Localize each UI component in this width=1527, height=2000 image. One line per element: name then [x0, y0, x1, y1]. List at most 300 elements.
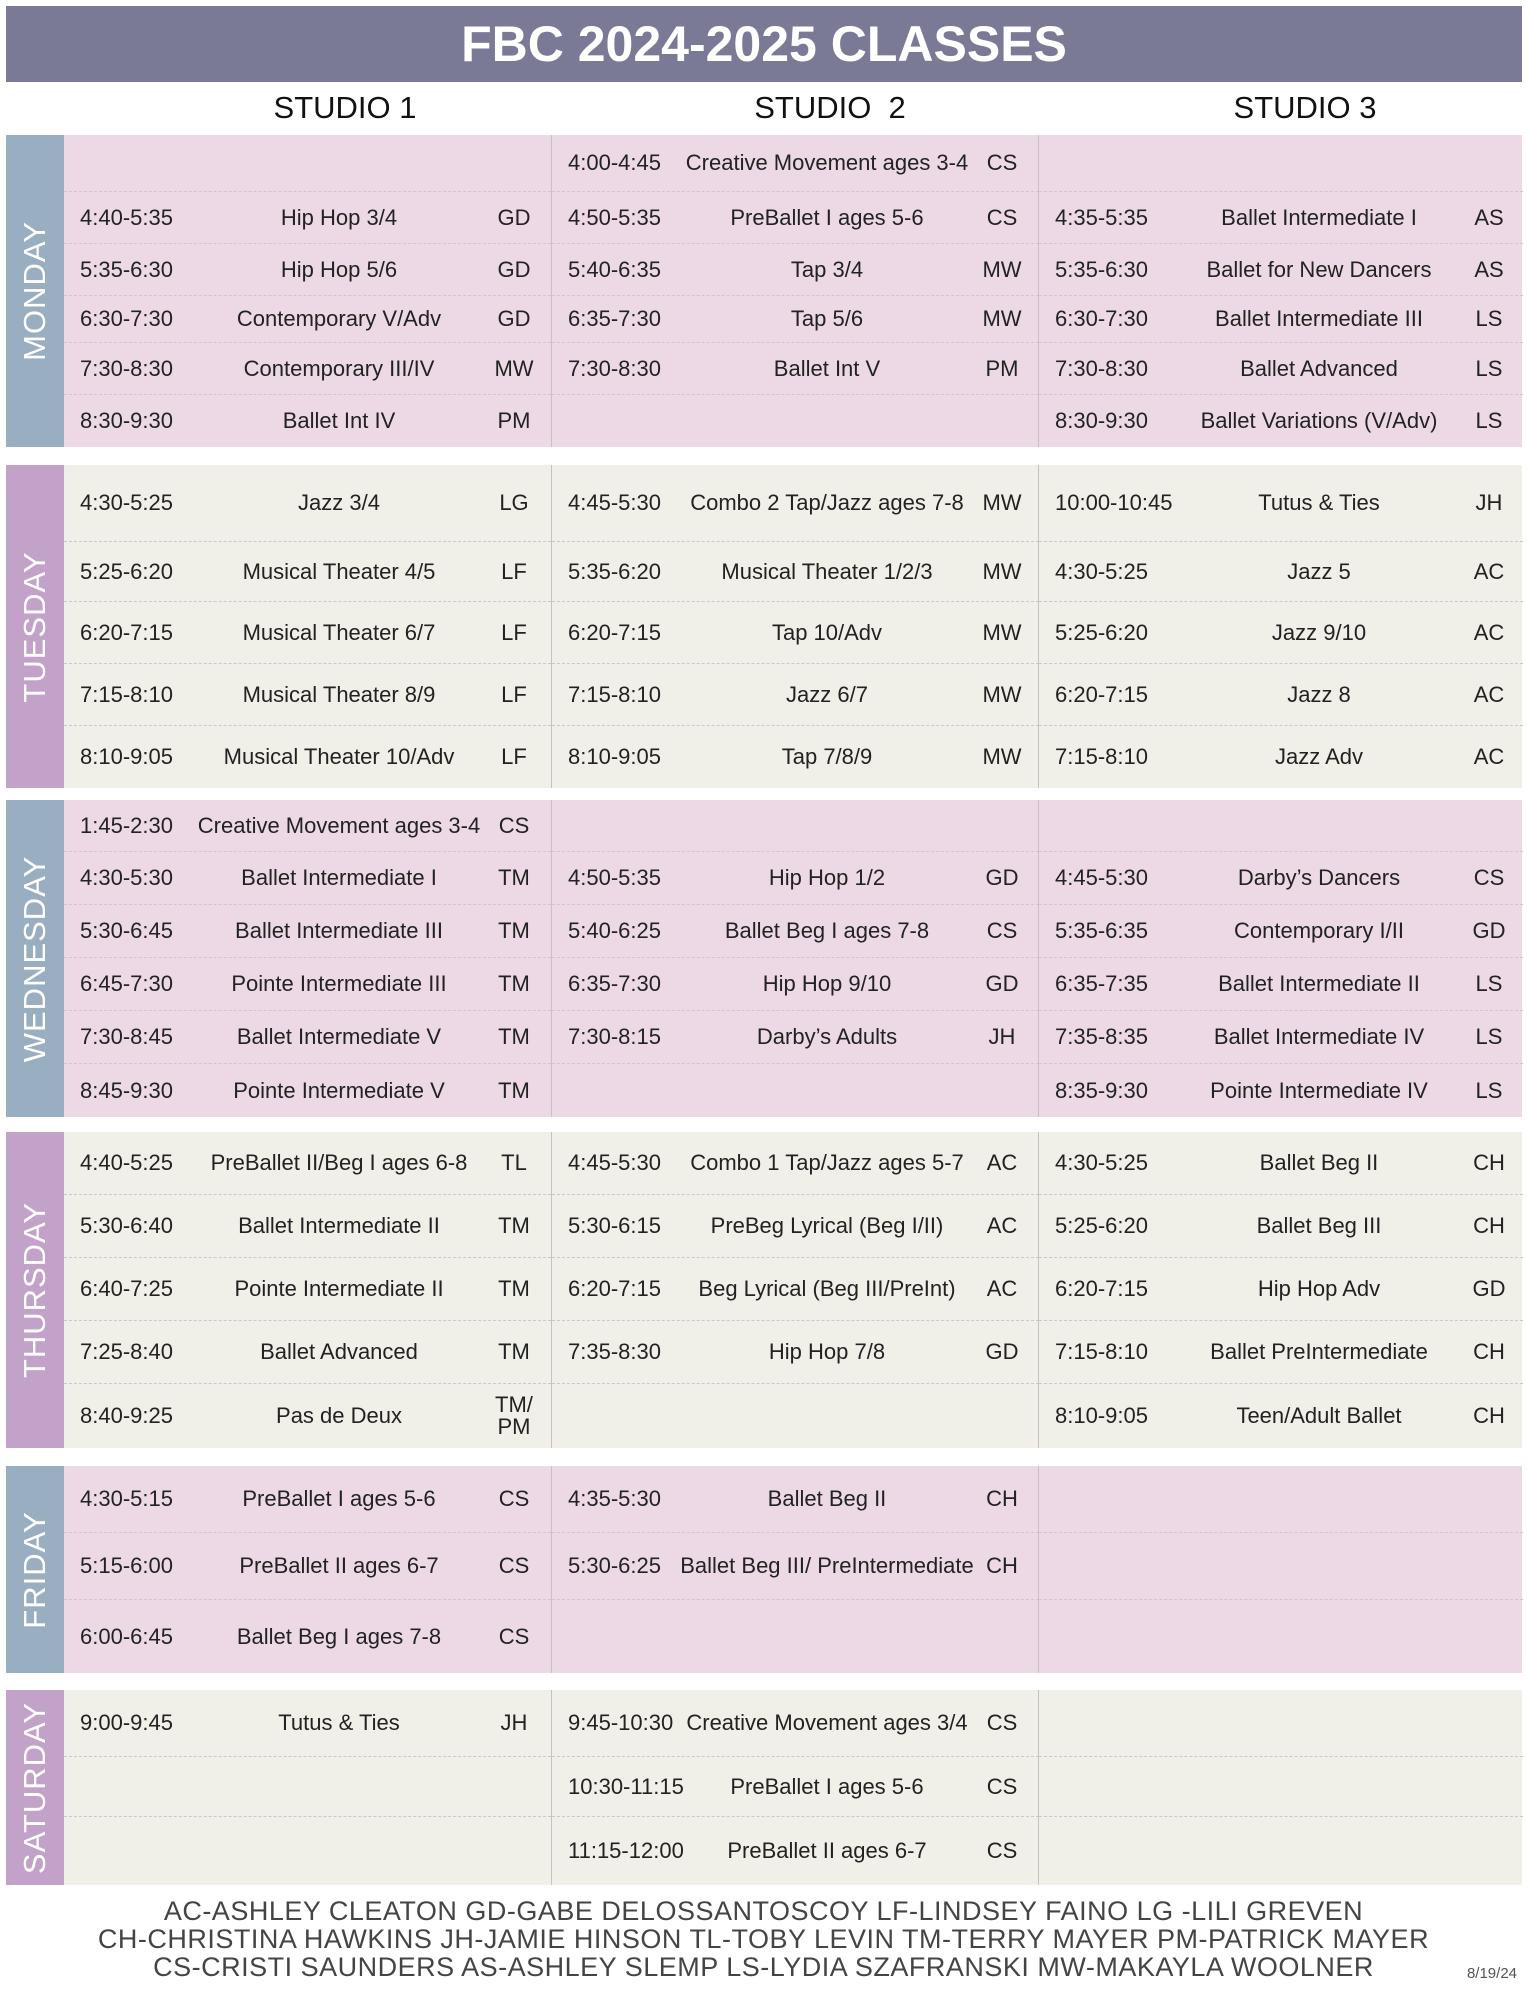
class-slot [64, 664, 551, 726]
studio-1-column [64, 1132, 551, 1448]
instructor-code: TM [498, 1077, 530, 1103]
class-name: Tap 3/4 [790, 256, 864, 282]
class-slot [552, 1011, 1039, 1064]
instructor-code: TM [498, 918, 530, 943]
instructor-code: MW [982, 256, 1022, 282]
studio-2-column [551, 135, 1039, 447]
instructor-code: LF [501, 681, 527, 707]
class-time: 6:45-7:30 [80, 971, 173, 996]
legend-line: CS-CRISTI SAUNDERS AS-ASHLEY SLEMP LS-LYDIA SZAFRANSKI MW-MAKAYLA WOOLNER [153, 1952, 1374, 1982]
studio-2-column [551, 800, 1039, 1117]
class-slot [552, 343, 1039, 395]
class-name: Ballet Intermediate II [1218, 971, 1420, 996]
instructor-code: MW [982, 619, 1022, 645]
class-slot [64, 852, 551, 905]
class-slot [552, 296, 1039, 343]
class-time: 4:50-5:35 [568, 865, 661, 890]
class-slot [552, 1600, 1039, 1673]
instructor-code: CS [986, 204, 1018, 230]
class-name: Hip Hop 7/8 [768, 1339, 886, 1364]
class-name: Musical Theater 6/7 [242, 619, 436, 645]
class-time: 8:45-9:30 [80, 1077, 173, 1103]
class-slot [552, 1533, 1039, 1600]
class-time: 5:40-6:25 [568, 918, 661, 943]
class-time: 5:35-6:30 [80, 256, 173, 282]
instructor-code: GD [985, 971, 1019, 996]
class-slot [552, 1757, 1039, 1817]
class-time: 4:40-5:25 [80, 1150, 173, 1175]
instructor-code: LS [1475, 1024, 1503, 1049]
class-time: 4:30-5:30 [80, 865, 173, 890]
class-name: Musical Theater 10/Adv [223, 744, 455, 769]
instructor-code: AS [1474, 204, 1504, 230]
studio-1-column [64, 800, 551, 1117]
day-name: FRIDAY [17, 1510, 52, 1629]
class-name: Ballet Intermediate I [1221, 204, 1417, 230]
studio-3-column [1038, 135, 1523, 447]
class-time: 5:30-6:15 [568, 1213, 661, 1238]
instructor-code: GD [985, 865, 1019, 890]
instructor-code: LF [501, 619, 527, 645]
class-time: 8:10-9:05 [1055, 1403, 1148, 1428]
legend-line: AC-ASHLEY CLEATON GD-GABE DELOSSANTOSCOY LF-LINDSEY FAINO LG -LILI GREVEN [163, 1896, 1364, 1926]
day-name: THURSDAY [17, 1201, 52, 1379]
instructor-code: CS [498, 1486, 530, 1511]
instructor-code: CS [498, 1623, 530, 1649]
class-slot [1039, 905, 1523, 958]
studio-3-column [1038, 800, 1523, 1117]
instructor-code: MW [982, 558, 1022, 584]
instructor-code: TM [498, 865, 530, 890]
day-name: TUESDAY [17, 550, 52, 703]
class-slot [1039, 135, 1523, 192]
instructor-code: TL [501, 1150, 527, 1175]
class-time: 5:30-6:25 [568, 1553, 661, 1578]
instructor-code: CS [986, 1710, 1018, 1735]
class-time: 5:15-6:00 [80, 1553, 173, 1578]
class-slot [552, 800, 1039, 852]
class-slot [64, 192, 551, 244]
class-name: Musical Theater 4/5 [242, 558, 436, 584]
class-time: 6:20-7:15 [1055, 1276, 1148, 1301]
instructor-code: TM [498, 1213, 530, 1238]
class-time: 4:00-4:45 [568, 150, 661, 175]
instructor-code: CH [986, 1486, 1018, 1511]
instructor-code: TM/ PM [495, 1392, 533, 1439]
class-name: Pointe Intermediate IV [1210, 1077, 1428, 1103]
class-time: 6:00-6:45 [80, 1623, 173, 1649]
class-time: 9:00-9:45 [80, 1710, 173, 1735]
class-slot [552, 1384, 1039, 1448]
class-name: Ballet Beg I ages 7-8 [236, 1623, 442, 1649]
class-slot [552, 244, 1039, 296]
class-name: Ballet for New Dancers [1206, 256, 1432, 282]
class-slot [64, 1384, 551, 1448]
class-slot [1039, 726, 1523, 788]
instructor-code: LS [1475, 408, 1503, 433]
class-name: Pointe Intermediate II [234, 1276, 444, 1301]
class-name: Pas de Deux [276, 1403, 402, 1428]
class-name: PreBallet I ages 5-6 [242, 1486, 436, 1511]
class-name: Ballet Advanced [1240, 355, 1398, 381]
instructor-code: TM [498, 1024, 530, 1049]
instructor-code: LS [1475, 306, 1503, 331]
class-name: Creative Movement ages 3-4 [685, 150, 969, 175]
instructor-code: AC [986, 1213, 1018, 1238]
day-name: MONDAY [17, 221, 52, 361]
instructor-code: CS [498, 812, 530, 838]
class-slot [64, 296, 551, 343]
class-time: 6:20-7:15 [80, 619, 173, 645]
class-slot [1039, 395, 1523, 447]
class-slot [64, 395, 551, 447]
day-name: SATURDAY [17, 1701, 52, 1874]
instructor-code: CS [986, 150, 1018, 175]
class-slot [64, 135, 551, 192]
class-time: 7:30-8:30 [1055, 355, 1148, 381]
instructor-code: CH [1473, 1403, 1505, 1428]
class-name: Ballet Beg II [767, 1486, 887, 1511]
class-name: Ballet Int IV [282, 408, 396, 433]
class-name: Ballet Intermediate IV [1213, 1024, 1425, 1049]
class-slot [552, 395, 1039, 447]
instructor-code: LS [1475, 355, 1503, 381]
class-slot [1039, 958, 1523, 1011]
studio-1-column [64, 1466, 551, 1673]
class-slot [552, 1321, 1039, 1384]
class-slot [1039, 1011, 1523, 1064]
instructor-code: GD [497, 306, 531, 331]
instructor-code: LS [1475, 971, 1503, 996]
class-slot [1039, 800, 1523, 852]
class-slot [64, 800, 551, 852]
class-name: Hip Hop Adv [1257, 1276, 1381, 1301]
class-slot [64, 905, 551, 958]
class-name: Jazz Adv [1274, 744, 1364, 769]
class-slot [552, 958, 1039, 1011]
instructor-code: LG [499, 490, 529, 515]
day-block-thursday [6, 1132, 1522, 1448]
class-time: 4:45-5:30 [568, 1150, 661, 1175]
class-slot [1039, 1321, 1523, 1384]
instructor-code: CH [1473, 1213, 1505, 1238]
class-name: Jazz 6/7 [786, 681, 868, 707]
class-time: 7:30-8:15 [568, 1024, 661, 1049]
class-name: Ballet Intermediate II [238, 1213, 440, 1238]
class-name: Contemporary V/Adv [236, 306, 442, 331]
class-time: 5:25-6:20 [80, 558, 173, 584]
instructor-code: LF [501, 558, 527, 584]
class-name: Teen/Adult Ballet [1236, 1403, 1402, 1428]
class-name: Darby’s Adults [756, 1024, 898, 1049]
instructor-code: LS [1475, 1077, 1503, 1103]
class-name: Combo 1 Tap/Jazz ages 5-7 [690, 1150, 964, 1175]
class-name: Tap 10/Adv [771, 619, 883, 645]
day-label [6, 465, 64, 788]
class-time: 8:30-9:30 [80, 408, 173, 433]
class-slot [64, 1466, 551, 1533]
class-name: Jazz 9/10 [1271, 619, 1367, 645]
studio-1-column [64, 465, 551, 788]
class-slot [1039, 192, 1523, 244]
class-slot [552, 465, 1039, 542]
class-slot [64, 1321, 551, 1384]
class-name: Ballet Beg III [1256, 1213, 1382, 1238]
class-slot [1039, 1384, 1523, 1448]
class-slot [552, 1258, 1039, 1321]
revision-date: 8/19/24 [1466, 1965, 1517, 1982]
class-name: Ballet Advanced [260, 1339, 418, 1364]
instructor-code: TM [498, 1276, 530, 1301]
class-time: 5:35-6:20 [568, 558, 661, 584]
class-slot [1039, 1690, 1523, 1757]
class-time: 6:20-7:15 [568, 1276, 661, 1301]
class-name: Tap 7/8/9 [781, 744, 873, 769]
studio-2-column [551, 1690, 1039, 1885]
studio-2-column [551, 1132, 1039, 1448]
class-time: 8:40-9:25 [80, 1403, 173, 1428]
class-time: 7:30-8:30 [568, 355, 661, 381]
instructor-code: PM [985, 355, 1019, 381]
day-block-monday [6, 135, 1522, 447]
class-name: Beg Lyrical (Beg III/PreInt) [698, 1276, 956, 1301]
class-time: 5:40-6:35 [568, 256, 661, 282]
studio-1-column [64, 1690, 551, 1885]
day-label [6, 800, 64, 1117]
studio-2-heading: STUDIO 2 [754, 90, 906, 125]
class-slot [552, 1817, 1039, 1885]
class-name: Ballet PreIntermediate [1210, 1339, 1428, 1364]
class-time: 4:35-5:35 [1055, 204, 1148, 230]
class-name: PreBallet I ages 5-6 [730, 1773, 924, 1799]
class-name: PreBallet II ages 6-7 [727, 1838, 927, 1863]
class-slot [552, 852, 1039, 905]
class-time: 7:15-8:10 [1055, 744, 1148, 769]
class-name: Ballet Int V [773, 355, 881, 381]
class-slot [1039, 1195, 1523, 1258]
class-time: 11:15-12:00 [568, 1838, 684, 1863]
class-slot [1039, 1064, 1523, 1117]
day-label [6, 1690, 64, 1885]
class-time: 7:15-8:10 [1055, 1339, 1148, 1364]
instructor-code: JH [500, 1710, 528, 1735]
class-name: Creative Movement ages 3-4 [197, 812, 481, 838]
class-time: 6:35-7:35 [1055, 971, 1148, 996]
day-block-wednesday [6, 800, 1522, 1117]
class-name: Ballet Variations (V/Adv) [1200, 408, 1438, 433]
class-time: 7:25-8:40 [80, 1339, 173, 1364]
day-name: WEDNESDAY [17, 855, 52, 1062]
class-slot [1039, 1466, 1523, 1533]
class-slot [552, 192, 1039, 244]
class-time: 9:45-10:30 [568, 1710, 674, 1735]
class-slot [64, 1132, 551, 1195]
day-block-saturday [6, 1690, 1522, 1885]
class-time: 6:20-7:15 [568, 619, 661, 645]
class-slot [1039, 244, 1523, 296]
class-slot [64, 1757, 551, 1817]
instructor-code: MW [982, 306, 1022, 331]
instructor-code: AC [1473, 558, 1505, 584]
class-time: 5:35-6:35 [1055, 918, 1148, 943]
class-name: PreBeg Lyrical (Beg I/II) [710, 1213, 944, 1238]
class-time: 8:30-9:30 [1055, 408, 1148, 433]
class-name: PreBallet II/Beg I ages 6-8 [210, 1150, 468, 1175]
instructor-code: TM [498, 1339, 530, 1364]
instructor-code: GD [497, 256, 531, 282]
class-slot [1039, 542, 1523, 602]
class-name: Hip Hop 9/10 [762, 971, 892, 996]
class-slot [552, 1132, 1039, 1195]
class-slot [552, 905, 1039, 958]
class-time: 10:00-10:45 [1055, 490, 1173, 515]
page-title: FBC 2024-2025 CLASSES [6, 6, 1522, 82]
class-time: 4:45-5:30 [1055, 865, 1148, 890]
class-time: 4:40-5:35 [80, 204, 173, 230]
class-name: Ballet Beg II [1259, 1150, 1379, 1175]
legend-line: CH-CHRISTINA HAWKINS JH-JAMIE HINSON TL-TOBY LEVIN TM-TERRY MAYER PM-PATRICK MAYER [97, 1924, 1430, 1954]
class-slot [64, 1195, 551, 1258]
class-slot [1039, 1533, 1523, 1600]
class-time: 6:30-7:30 [80, 306, 173, 331]
class-name: Ballet Intermediate III [235, 918, 443, 943]
class-time: 7:15-8:10 [80, 681, 173, 707]
class-time: 7:15-8:10 [568, 681, 661, 707]
class-slot [64, 1011, 551, 1064]
instructor-code: MW [982, 681, 1022, 707]
studio-3-heading: STUDIO 3 [1233, 90, 1377, 125]
instructor-code: PM [497, 408, 531, 433]
class-slot [552, 1064, 1039, 1117]
class-time: 10:30-11:15 [568, 1773, 684, 1799]
class-name: Tutus & Ties [278, 1710, 400, 1735]
class-name: Jazz 8 [1287, 681, 1351, 707]
class-time: 6:40-7:25 [80, 1276, 173, 1301]
studio-1-column [64, 135, 551, 447]
class-slot [552, 1466, 1039, 1533]
class-name: Contemporary III/IV [243, 355, 435, 381]
class-name: Ballet Intermediate III [1215, 306, 1423, 331]
class-slot [1039, 664, 1523, 726]
class-time: 8:10-9:05 [80, 744, 173, 769]
class-name: Pointe Intermediate III [231, 971, 447, 996]
class-name: Hip Hop 3/4 [280, 204, 398, 230]
class-time: 6:30-7:30 [1055, 306, 1148, 331]
class-slot [1039, 1817, 1523, 1885]
class-time: 5:25-6:20 [1055, 619, 1148, 645]
class-name: Pointe Intermediate V [233, 1077, 445, 1103]
instructor-code: GD [1472, 918, 1506, 943]
class-time: 4:45-5:30 [568, 490, 661, 515]
class-slot [1039, 852, 1523, 905]
class-slot [64, 726, 551, 788]
class-time: 7:30-8:45 [80, 1024, 173, 1049]
class-time: 7:35-8:35 [1055, 1024, 1148, 1049]
class-name: Tutus & Ties [1258, 490, 1380, 515]
instructor-code: CS [1473, 865, 1505, 890]
class-slot [552, 542, 1039, 602]
class-time: 6:35-7:30 [568, 306, 661, 331]
class-slot [64, 343, 551, 395]
class-name: Ballet Beg I ages 7-8 [724, 918, 930, 943]
instructor-code: CS [498, 1553, 530, 1578]
class-slot [552, 602, 1039, 664]
class-slot [1039, 1132, 1523, 1195]
class-time: 4:30-5:15 [80, 1486, 173, 1511]
studio-2-column [551, 1466, 1039, 1673]
class-time: 8:10-9:05 [568, 744, 661, 769]
class-slot [64, 244, 551, 296]
class-name: Contemporary I/II [1234, 918, 1404, 943]
class-slot [552, 1690, 1039, 1757]
instructor-code: JH [1475, 490, 1503, 515]
class-slot [552, 664, 1039, 726]
class-time: 7:35-8:30 [568, 1339, 661, 1364]
class-slot [552, 1195, 1039, 1258]
class-slot [1039, 1600, 1523, 1673]
class-name: Ballet Intermediate V [236, 1024, 442, 1049]
studio-3-column [1038, 1466, 1523, 1673]
class-slot [1039, 602, 1523, 664]
class-time: 4:30-5:25 [80, 490, 173, 515]
class-slot [64, 602, 551, 664]
class-name: Tap 5/6 [790, 306, 864, 331]
class-name: Musical Theater 8/9 [242, 681, 436, 707]
class-name: Jazz 5 [1287, 558, 1351, 584]
class-slot [552, 135, 1039, 192]
class-slot [552, 726, 1039, 788]
studio-3-column [1038, 1132, 1523, 1448]
instructor-code: MW [982, 490, 1022, 515]
instructor-code: GD [1472, 1276, 1506, 1301]
class-name: PreBallet I ages 5-6 [730, 204, 924, 230]
class-slot [1039, 465, 1523, 542]
instructor-code: GD [497, 204, 531, 230]
class-name: Combo 2 Tap/Jazz ages 7-8 [690, 490, 964, 515]
instructor-code: AC [986, 1150, 1018, 1175]
class-slot [1039, 1258, 1523, 1321]
class-slot [64, 1817, 551, 1885]
class-time: 5:35-6:30 [1055, 256, 1148, 282]
class-slot [64, 1258, 551, 1321]
class-time: 4:50-5:35 [568, 204, 661, 230]
class-name: Musical Theater 1/2/3 [721, 558, 933, 584]
studio-1-heading: STUDIO 1 [273, 90, 417, 125]
class-time: 7:30-8:30 [80, 355, 173, 381]
class-time: 5:25-6:20 [1055, 1213, 1148, 1238]
class-slot [1039, 343, 1523, 395]
day-label [6, 1466, 64, 1673]
class-time: 1:45-2:30 [80, 812, 173, 838]
instructor-code: CH [1473, 1339, 1505, 1364]
instructor-code: LF [501, 744, 527, 769]
instructor-code: CS [986, 1838, 1018, 1863]
instructor-code: AC [1473, 619, 1505, 645]
class-time: 6:20-7:15 [1055, 681, 1148, 707]
class-time: 4:30-5:25 [1055, 1150, 1148, 1175]
class-time: 4:30-5:25 [1055, 558, 1148, 584]
class-name: Ballet Intermediate I [241, 865, 437, 890]
instructor-code: MW [494, 355, 534, 381]
instructor-code: AC [986, 1276, 1018, 1301]
class-name: Jazz 3/4 [298, 490, 380, 515]
instructor-code: GD [985, 1339, 1019, 1364]
instructor-code: AS [1474, 256, 1504, 282]
class-name: Creative Movement ages 3/4 [686, 1710, 968, 1735]
class-slot [64, 1600, 551, 1673]
class-slot [64, 958, 551, 1011]
class-slot [1039, 1757, 1523, 1817]
